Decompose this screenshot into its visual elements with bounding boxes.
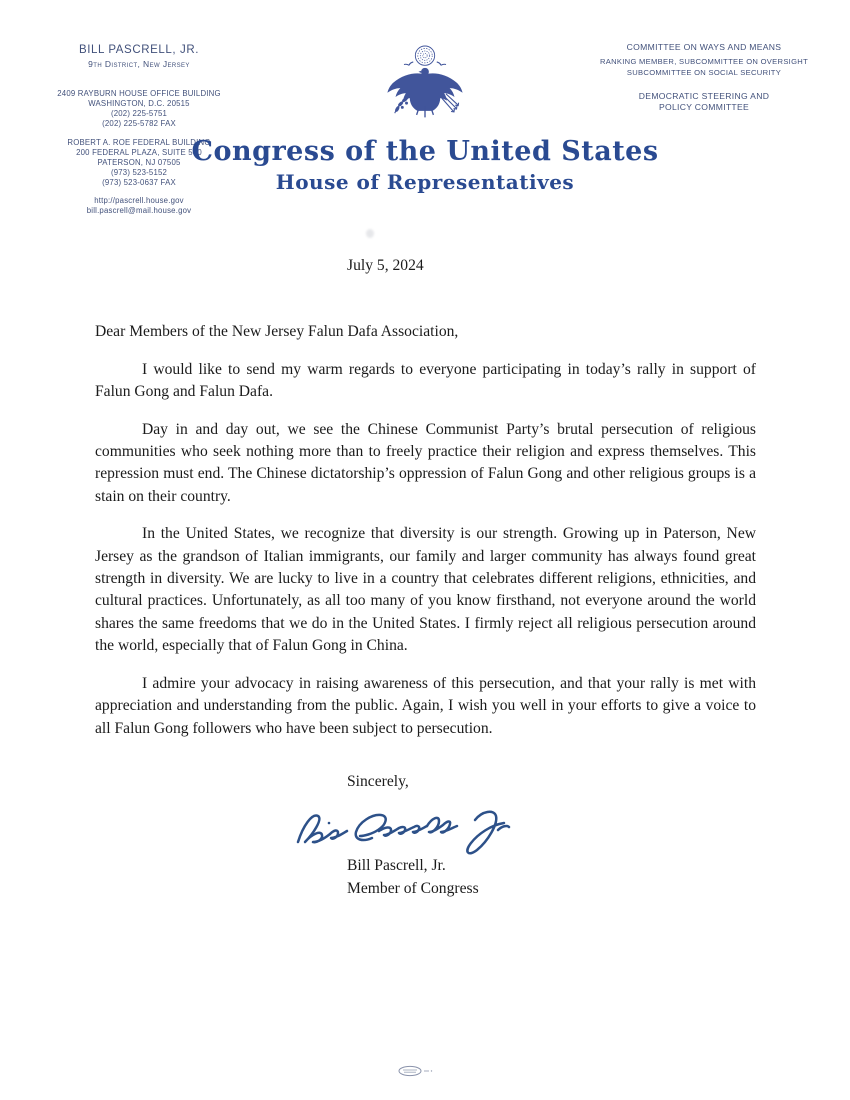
- paragraph-1: I would like to send my warm regards to everyone participating in today’s rally in support of Falun Gong and Falun Dafa.: [95, 360, 756, 401]
- dc-office-address: [20, 89, 258, 129]
- address-line: WASHINGTON, D.C. 20515: [88, 99, 190, 108]
- address-line: PATERSON, NJ 07505: [97, 158, 181, 167]
- signature: [293, 797, 756, 859]
- closing: Sincerely,: [347, 772, 409, 790]
- letter-body: [95, 255, 756, 900]
- member-name: BILL PASCRELL, JR.: [78, 44, 200, 56]
- signed-title: Member of Congress: [347, 879, 479, 897]
- address-line: 200 FEDERAL PLAZA, SUITE 500: [76, 148, 202, 157]
- letterhead-committee-block: [568, 42, 840, 113]
- website-url: http://pascrell.house.gov: [94, 196, 184, 205]
- subcommittee-name: SUBCOMMITTEE ON SOCIAL SECURITY: [626, 68, 782, 77]
- great-seal-eagle-icon: [383, 42, 467, 134]
- paragraph-3: In the United States, we recognize that diversity is our strength. Growing up in Paterson, New Jersey as the grandson of Italian immigrants, our family and larger community has always found great strength in diversity. We are lucky to live in a country that celebrates different religions, ethnicities, and cultural practices. Unfortunately, as all too many of you know firsthand, not everyone around the world shares the same freedoms that we do in the United States. I firmly reject all religious persecution around the world, especially that of Falun Gong in China.: [95, 525, 756, 655]
- email-address: bill.pascrell@mail.house.gov: [86, 206, 192, 215]
- address-line: 2409 RAYBURN HOUSE OFFICE BUILDING: [57, 89, 221, 98]
- paragraph-2: Day in and day out, we see the Chinese Communist Party’s brutal persecution of religious communities who seek nothing more than to freely practice their religion and express themselves. This repression must end. The Chinese dictatorship’s oppression of Falun Gong and other religious groups is a stain on their country.: [95, 420, 756, 505]
- date: July 5, 2024: [347, 257, 424, 274]
- address-line: ROBERT A. ROE FEDERAL BUILDING: [67, 138, 211, 147]
- phone-line: (202) 225-5751: [110, 109, 168, 118]
- scan-smudge: [366, 229, 374, 238]
- salutation: Dear Members of the New Jersey Falun Dafa Association,: [95, 323, 459, 341]
- committee-name-2: DEMOCRATIC STEERING AND: [638, 91, 770, 101]
- committee-name: COMMITTEE ON WAYS AND MEANS: [626, 42, 782, 52]
- union-printer-mark: [396, 1064, 442, 1078]
- paragraph-4: I admire your advocacy in raising awareness of this persecution, and that your rally is met with appreciation and understanding from the public. Again, I wish you well in your efforts to give a voice to all Falun Gong followers who have been subject to persecution.: [95, 674, 756, 737]
- web-contact-block: [20, 196, 258, 216]
- signed-name: Bill Pascrell, Jr.: [347, 857, 446, 875]
- masthead-congress: Congress of the United States: [191, 136, 659, 167]
- signature-handwriting: [293, 797, 519, 859]
- committee-name-2-cont: POLICY COMMITTEE: [658, 102, 750, 112]
- subcommittee-role: RANKING MEMBER, SUBCOMMITTEE ON OVERSIGHT: [599, 57, 809, 66]
- phone-line: (973) 523-5152: [110, 168, 168, 177]
- member-district: 9th District, New Jersey: [88, 59, 190, 69]
- masthead-house: House of Representatives: [275, 170, 575, 194]
- fax-line: (202) 225-5782 FAX: [102, 119, 176, 128]
- fax-line: (973) 523-0637 FAX: [102, 178, 176, 187]
